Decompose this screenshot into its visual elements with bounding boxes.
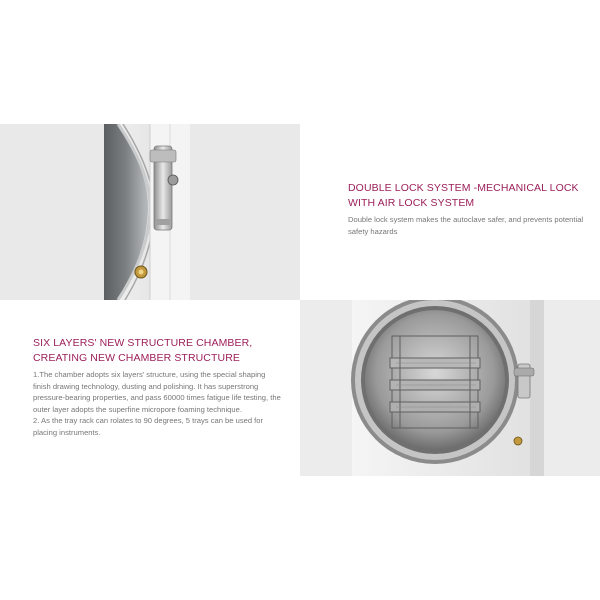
chamber-description-line-2: 2. As the tray rack can rolates to 90 degrees, 5 trays can be used for placing instruments. (33, 416, 264, 437)
chamber-section (0, 300, 300, 476)
chamber-heading: SIX LAYERS' NEW STRUCTURE CHAMBER, CREATING NEW CHAMBER STRUCTURE (33, 337, 253, 364)
chamber-photo (300, 300, 600, 476)
door-lock-photo (0, 124, 300, 300)
lock-system-section (300, 124, 600, 300)
lock-system-description: Double lock system makes the autoclave safer, and prevents potential safety hazards (348, 215, 584, 236)
lock-system-heading: DOUBLE LOCK SYSTEM -MECHANICAL LOCK WITH AIR LOCK SYSTEM (348, 182, 579, 209)
chamber-description (33, 369, 285, 438)
chamber-description-line-1: 1.The chamber adopts six layers' structure, using the special shaping finish drawing technology, dusting and polishing. It has superstrong pressure-bearing properties, and pass 60000 times fatigue life testing, the outer layer adopts the superfine micropore foaming technique. (33, 370, 281, 414)
